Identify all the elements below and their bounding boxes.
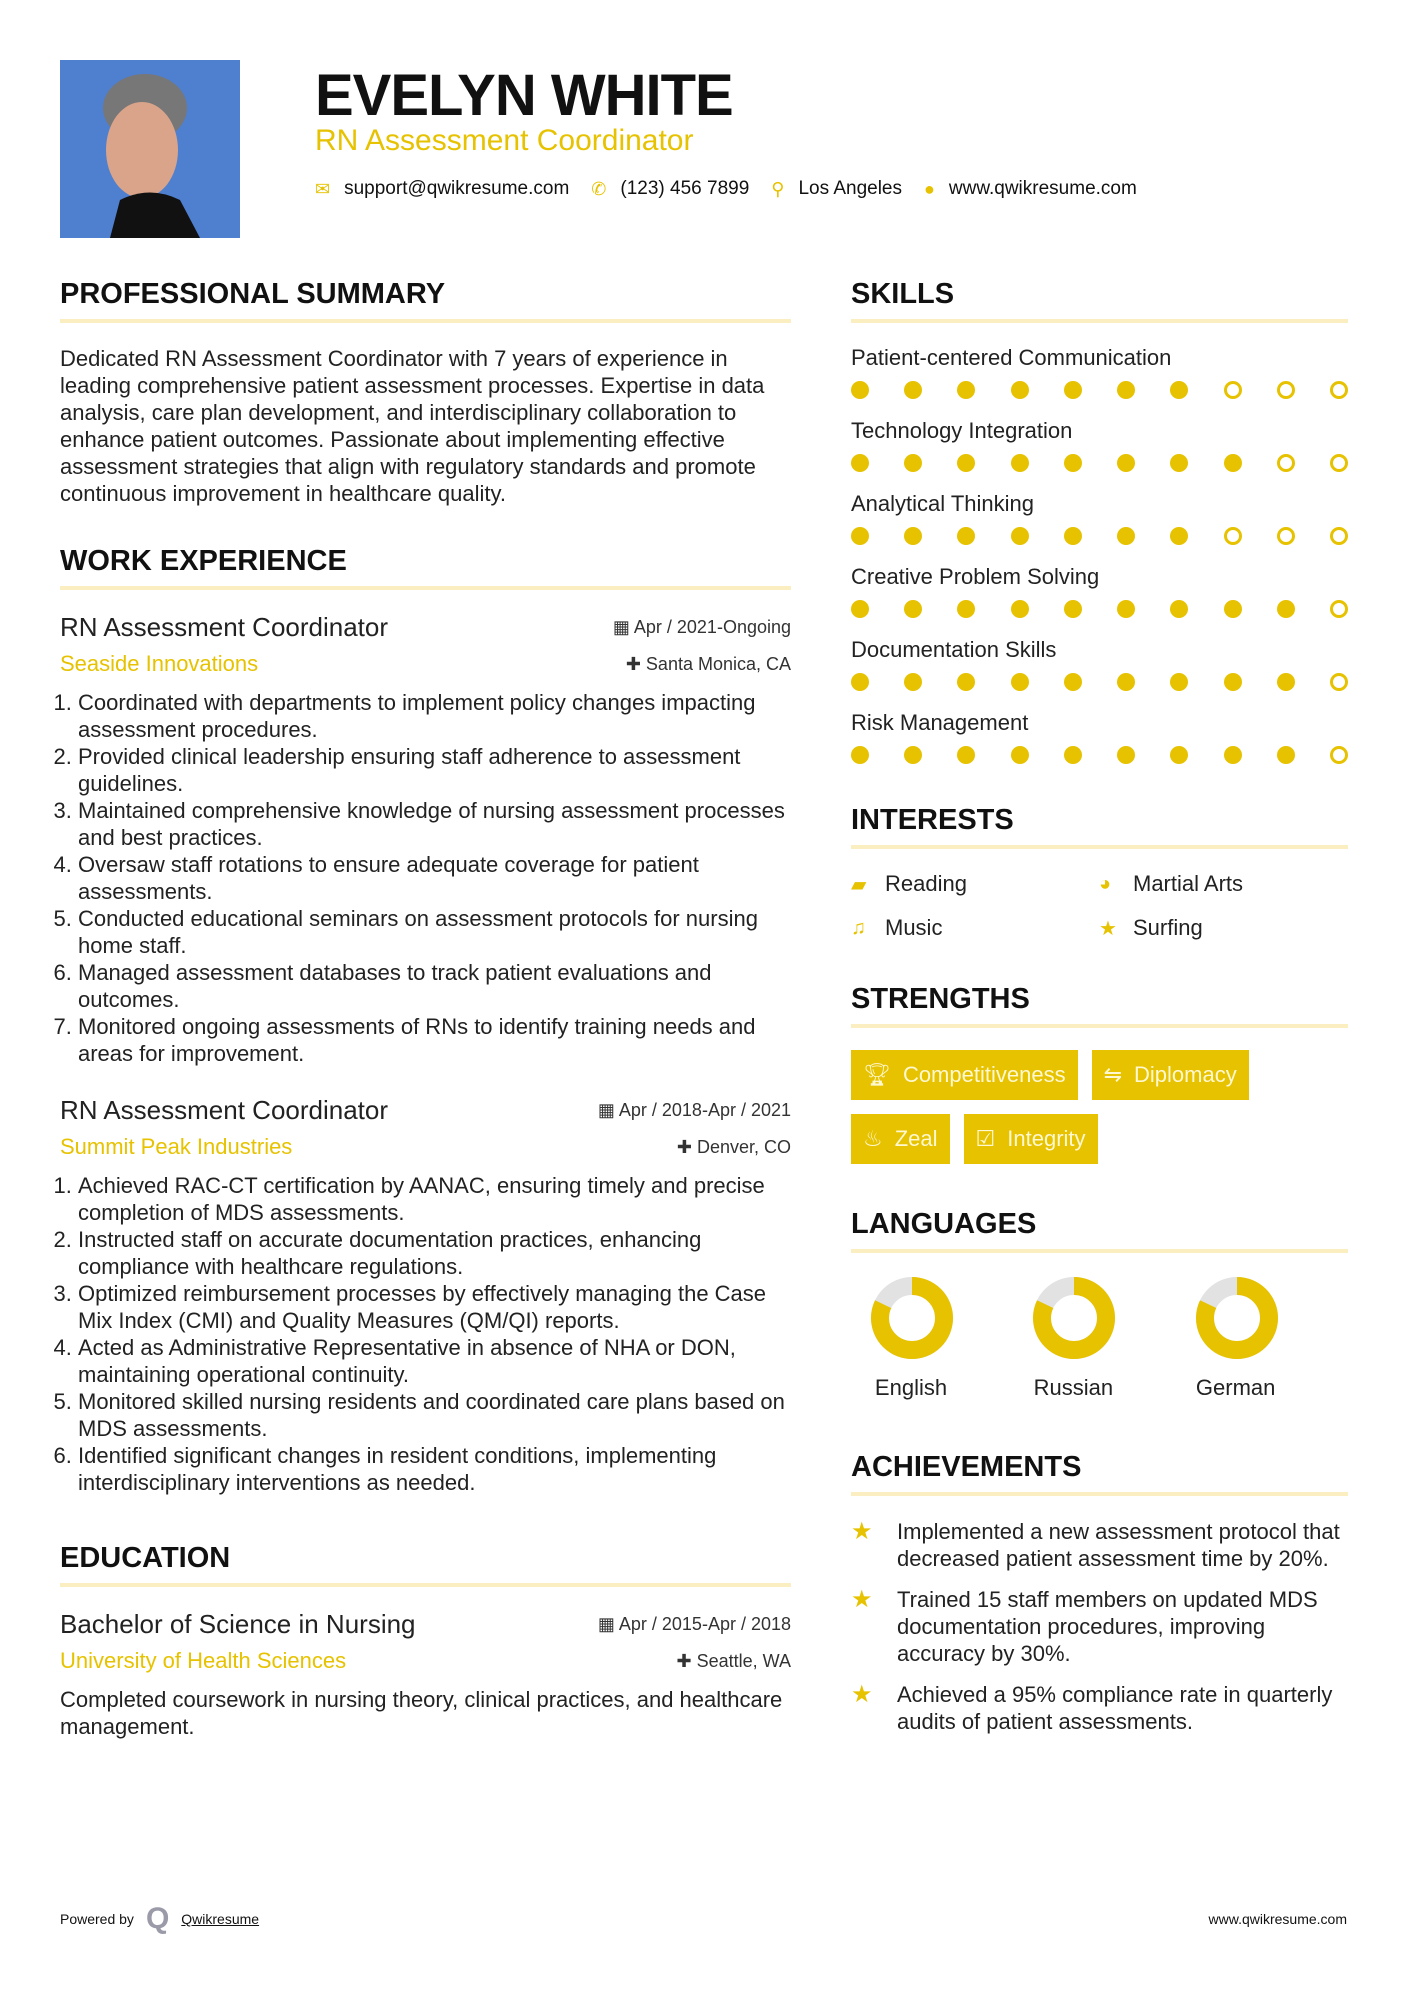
strength-tag — [851, 1050, 1078, 1100]
empty-dot — [1277, 527, 1295, 545]
location-text: Denver, CO — [696, 1136, 791, 1157]
calendar-icon: ▦ — [597, 1100, 619, 1120]
filled-dot — [851, 527, 869, 545]
bullet-item: 5. Conducted educational seminars on assessment protocols for nursing home staff. — [78, 905, 791, 959]
filled-dot — [1117, 454, 1135, 472]
education-section — [60, 1542, 791, 1740]
achievements-section — [851, 1451, 1348, 1735]
language-donut — [869, 1275, 955, 1361]
section-heading: ACHIEVEMENTS — [851, 1451, 1348, 1496]
section-heading: STRENGTHS — [851, 983, 1348, 1028]
skill-item — [851, 491, 1348, 545]
filled-dot — [957, 746, 975, 764]
interest-item — [1099, 871, 1347, 897]
section-heading: SKILLS — [851, 278, 1348, 323]
star-icon: ★ — [1099, 917, 1117, 940]
filled-dot — [1011, 673, 1029, 691]
bullet-item: 1. Achieved RAC-CT certification by AANAC, ensuring timely and precise completion of MDS assessments. — [78, 1172, 791, 1226]
bullet-item: 5. Monitored skilled nursing residents and coordinated care plans based on MDS assessments. — [78, 1388, 791, 1442]
bullet-item: 4. Acted as Administrative Representative in absence of NHA or DON, maintaining operational continuity. — [78, 1334, 791, 1388]
job-entry — [60, 612, 791, 1067]
education-text: Completed coursework in nursing theory, clinical practices, and healthcare management. — [60, 1687, 783, 1739]
filled-dot — [851, 381, 869, 399]
interest-item — [851, 871, 1099, 897]
job-title: RN Assessment Coordinator — [60, 612, 389, 642]
strength-label: Diplomacy — [1134, 1062, 1237, 1087]
filled-dot — [957, 454, 975, 472]
language-name: German — [1195, 1375, 1276, 1400]
education-dates — [598, 1614, 791, 1635]
location-pin-icon: ⚲ — [771, 178, 785, 199]
globe-icon: ◕ — [1099, 872, 1112, 895]
job-location — [626, 654, 791, 675]
summary-section — [60, 278, 791, 507]
location-text: Santa Monica, CA — [645, 653, 791, 674]
filled-dot — [1170, 600, 1188, 618]
filled-dot — [1117, 527, 1135, 545]
flame-icon: ♨ — [863, 1126, 883, 1151]
filled-dot — [1277, 746, 1295, 764]
achievement-item — [851, 1586, 1348, 1667]
globe-icon: ● — [924, 178, 935, 199]
filled-dot — [1170, 527, 1188, 545]
filled-dot — [1064, 600, 1082, 618]
interest-label: Music — [885, 915, 943, 940]
bullet-item: 1. Coordinated with departments to implement policy changes impacting assessment procedures. — [78, 689, 791, 743]
language-name: English — [874, 1375, 948, 1400]
skill-name: Risk Management — [851, 710, 1029, 735]
bullet-item: 2. Provided clinical leadership ensuring staff adherence to assessment guidelines. — [78, 743, 791, 797]
trophy-icon: 🏆︎ — [863, 1062, 891, 1087]
empty-dot — [1330, 600, 1348, 618]
pin-icon: ✚ — [625, 653, 646, 674]
filled-dot — [1011, 381, 1029, 399]
filled-dot — [1117, 381, 1135, 399]
filled-dot — [1117, 746, 1135, 764]
filled-dot — [1277, 600, 1295, 618]
skill-name: Analytical Thinking — [851, 491, 1035, 516]
achievement-text: Trained 15 staff members on updated MDS documentation procedures, improving accuracy by 30%. — [897, 1587, 1318, 1666]
interest-label: Reading — [885, 871, 967, 896]
achievement-text: Implemented a new assessment protocol that decreased patient assessment time by 20%. — [897, 1519, 1340, 1571]
interest-item — [1099, 915, 1347, 941]
pin-icon: ✚ — [676, 1650, 697, 1671]
filled-dot — [957, 600, 975, 618]
contact-bar — [315, 178, 1159, 200]
filled-dot — [851, 673, 869, 691]
filled-dot — [1011, 527, 1029, 545]
filled-dot — [1224, 746, 1242, 764]
candidate-name: EVELYN WHITE — [315, 63, 733, 128]
filled-dot — [1224, 454, 1242, 472]
filled-dot — [1011, 454, 1029, 472]
empty-dot — [1224, 381, 1242, 399]
filled-dot — [1224, 673, 1242, 691]
school-name: University of Health Sciences — [60, 1648, 347, 1673]
filled-dot — [1170, 673, 1188, 691]
checkbox-icon: ☑ — [975, 1126, 996, 1151]
phone-text: (123) 456 7899 — [620, 178, 750, 199]
skill-rating — [851, 454, 1348, 472]
skill-item — [851, 564, 1348, 618]
section-heading: EDUCATION — [60, 1542, 791, 1587]
filled-dot — [1170, 746, 1188, 764]
skill-name: Documentation Skills — [851, 637, 1057, 662]
bullet-item: 6. Identified significant changes in resident conditions, implementing interdisciplinary interventions as needed. — [78, 1442, 791, 1496]
qwikresume-logo-icon: Q — [145, 1902, 170, 1935]
website-link[interactable]: www.qwikresume.com — [948, 178, 1137, 199]
filled-dot — [904, 454, 922, 472]
skill-rating — [851, 381, 1348, 399]
empty-dot — [1224, 527, 1242, 545]
achievement-item — [851, 1518, 1348, 1572]
languages-section — [851, 1208, 1348, 1401]
section-heading: LANGUAGES — [851, 1208, 1348, 1253]
filled-dot — [1224, 600, 1242, 618]
interest-label: Martial Arts — [1133, 871, 1244, 896]
calendar-icon: ▦ — [597, 1614, 619, 1634]
skill-name: Patient-centered Communication — [851, 345, 1172, 370]
section-heading: WORK EXPERIENCE — [60, 545, 791, 590]
filled-dot — [904, 527, 922, 545]
filled-dot — [851, 454, 869, 472]
education-location — [677, 1651, 791, 1672]
skill-item — [851, 710, 1348, 764]
filled-dot — [851, 746, 869, 764]
filled-dot — [1064, 527, 1082, 545]
right-column — [851, 278, 1348, 1749]
empty-dot — [1330, 527, 1348, 545]
empty-dot — [1330, 746, 1348, 764]
bullet-item: 4. Oversaw staff rotations to ensure adequate coverage for patient assessments. — [78, 851, 791, 905]
filled-dot — [1064, 673, 1082, 691]
company-name: Seaside Innovations — [60, 651, 259, 676]
filled-dot — [1170, 381, 1188, 399]
book-icon: ▰ — [851, 873, 867, 896]
profile-photo — [60, 60, 240, 238]
job-bullets — [60, 689, 791, 1067]
language-donut — [1194, 1275, 1280, 1361]
footer-site-link[interactable]: www.qwikresume.com — [1208, 1911, 1347, 1927]
email-link[interactable]: support@qwikresume.com — [344, 178, 570, 199]
skill-item — [851, 637, 1348, 691]
job-location — [677, 1137, 791, 1158]
filled-dot — [904, 381, 922, 399]
work-section — [60, 545, 791, 1496]
company-name: Summit Peak Industries — [60, 1134, 293, 1159]
bullet-item: 3. Optimized reimbursement processes by effectively managing the Case Mix Index (CMI) and Quality Measures (QM/QI) reports. — [78, 1280, 791, 1334]
interest-label: Surfing — [1133, 915, 1203, 940]
strength-label: Competitiveness — [902, 1062, 1066, 1087]
filled-dot — [1277, 673, 1295, 691]
skill-name: Creative Problem Solving — [851, 564, 1100, 589]
job-title: RN Assessment Coordinator — [60, 1095, 389, 1125]
section-heading: PROFESSIONAL SUMMARY — [60, 278, 791, 323]
filled-dot — [957, 381, 975, 399]
language-item — [861, 1275, 1023, 1401]
empty-dot — [1277, 454, 1295, 472]
job-dates — [598, 1100, 791, 1121]
language-item — [1186, 1275, 1348, 1401]
interest-item — [851, 915, 1099, 941]
skill-item — [851, 345, 1348, 399]
strength-tag — [964, 1114, 1098, 1164]
achievement-item — [851, 1681, 1348, 1735]
left-column — [60, 278, 791, 1740]
filled-dot — [1064, 381, 1082, 399]
filled-dot — [851, 600, 869, 618]
filled-dot — [904, 746, 922, 764]
star-award-icon: ★ — [851, 1586, 873, 1613]
filled-dot — [1064, 746, 1082, 764]
dates-text: Apr / 2015-Apr / 2018 — [618, 1614, 791, 1634]
handshake-icon: ⇋ — [1103, 1062, 1123, 1087]
empty-dot — [1330, 673, 1348, 691]
star-award-icon: ★ — [851, 1681, 873, 1708]
filled-dot — [957, 673, 975, 691]
job-entry — [60, 1095, 791, 1496]
bullet-item: 3. Maintained comprehensive knowledge of nursing assessment processes and best practices. — [78, 797, 791, 851]
skill-name: Technology Integration — [851, 418, 1073, 443]
bullet-item: 7. Monitored ongoing assessments of RNs to identify training needs and areas for improvement. — [78, 1013, 791, 1067]
language-donut — [1031, 1275, 1117, 1361]
strength-tag — [851, 1114, 950, 1164]
interests-section — [851, 804, 1348, 941]
skills-section — [851, 278, 1348, 764]
job-bullets — [60, 1172, 791, 1496]
degree-title: Bachelor of Science in Nursing — [60, 1609, 416, 1639]
empty-dot — [1277, 381, 1295, 399]
bullet-item: 2. Instructed staff on accurate documentation practices, enhancing compliance with healthcare regulations. — [78, 1226, 791, 1280]
achievement-text: Achieved a 95% compliance rate in quarterly audits of patient assessments. — [897, 1682, 1333, 1734]
filled-dot — [1011, 746, 1029, 764]
filled-dot — [957, 527, 975, 545]
location-text: Los Angeles — [798, 178, 902, 199]
strength-label: Zeal — [894, 1126, 938, 1151]
skill-rating — [851, 600, 1348, 618]
footer — [60, 1902, 1347, 1936]
filled-dot — [1117, 673, 1135, 691]
strengths-section — [851, 983, 1348, 1164]
location-text: Seattle, WA — [696, 1650, 791, 1671]
dates-text: Apr / 2021-Ongoing — [633, 617, 791, 637]
language-name: Russian — [1033, 1375, 1114, 1400]
skill-rating — [851, 746, 1348, 764]
filled-dot — [1117, 600, 1135, 618]
star-award-icon: ★ — [851, 1518, 873, 1545]
empty-dot — [1330, 381, 1348, 399]
job-dates — [613, 617, 791, 638]
filled-dot — [904, 600, 922, 618]
phone-icon: ✆ — [591, 178, 607, 199]
brand-link[interactable]: Qwikresume — [181, 1911, 260, 1927]
bullet-item: 6. Managed assessment databases to track patient evaluations and outcomes. — [78, 959, 791, 1013]
skill-rating — [851, 527, 1348, 545]
filled-dot — [904, 673, 922, 691]
empty-dot — [1330, 454, 1348, 472]
section-heading: INTERESTS — [851, 804, 1348, 849]
skill-rating — [851, 673, 1348, 691]
mail-icon: ✉ — [315, 178, 331, 199]
skill-item — [851, 418, 1348, 472]
filled-dot — [1170, 454, 1188, 472]
calendar-icon: ▦ — [612, 617, 634, 637]
music-icon: ♫ — [851, 916, 866, 939]
language-item — [1023, 1275, 1185, 1401]
summary-text: Dedicated RN Assessment Coordinator with 7 years of experience in leading comprehensive patient assessment processes. Expertise in data analysis, care plan development, and interdisciplinary collaboration to enhance patient outcomes. Passionate about implementing effective assessment strategies that align with regulatory standards and promote continuous improvement in healthcare quality. — [60, 346, 765, 506]
pin-icon: ✚ — [676, 1136, 697, 1157]
strength-label: Integrity — [1007, 1126, 1086, 1151]
filled-dot — [1011, 600, 1029, 618]
filled-dot — [1064, 454, 1082, 472]
strength-tag — [1092, 1050, 1249, 1100]
powered-by-text: Powered by — [60, 1911, 134, 1927]
candidate-title: RN Assessment Coordinator — [315, 124, 694, 157]
dates-text: Apr / 2018-Apr / 2021 — [618, 1100, 791, 1120]
